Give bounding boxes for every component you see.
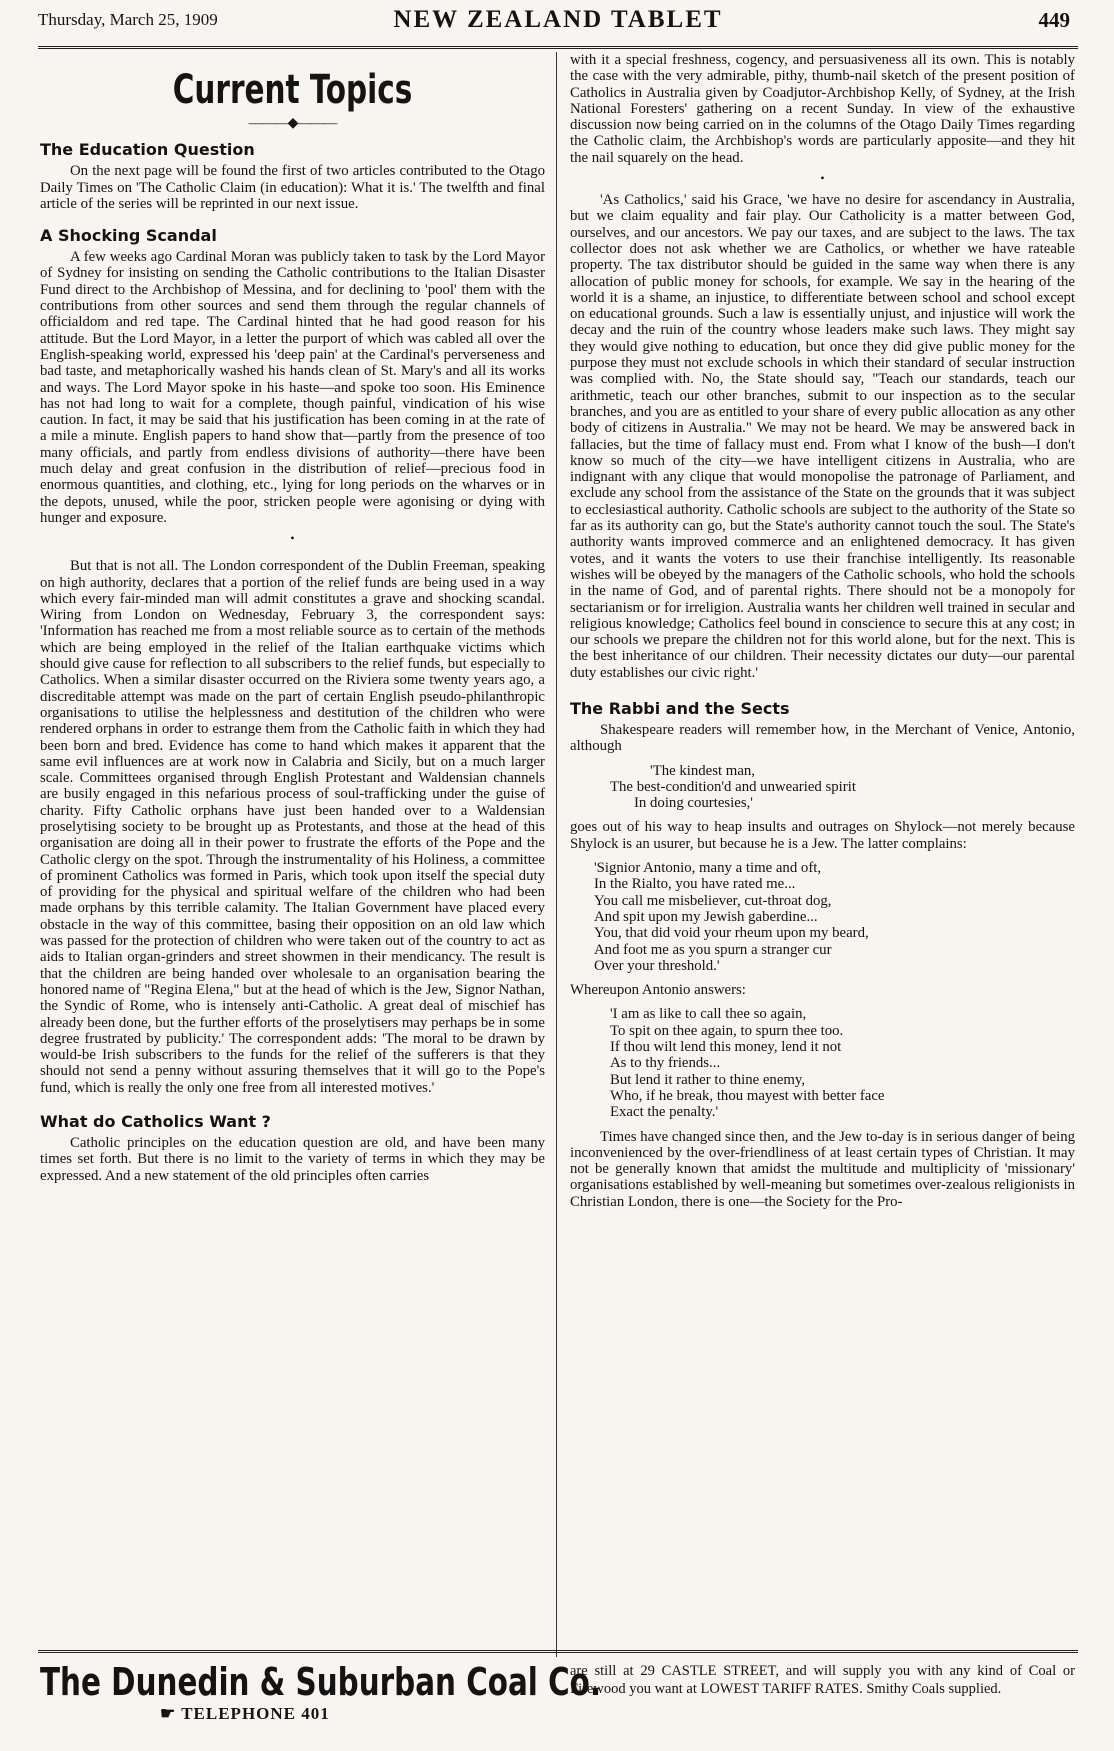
paragraph: with it a special freshness, cogency, and persuasiveness all its own. This is notably the case with the very admirable, pithy, thumb-nail sketch of the present position of Catholics in Australia given by Coadjutor-Archbishop Kelly, of Sydney, at the Irish National Foresters' gathering on a recent Sunday. In view of the exhaustive discussion now being carried on in the columns of the Otago Daily Times regarding the Catholic claim, the Archbishop's words are particularly apposite—and they hit the nail squarely on the head. [570,52,1075,166]
main-title: Current Topics [172,67,413,113]
paragraph: Shakespeare readers will remember how, in the Merchant of Venice, Antonio, although [570,721,1075,755]
verse-line: In doing courtesies,' [634,795,753,812]
telephone-number [160,1704,560,1724]
coal-company-ad [40,1660,602,1745]
page-header [38,6,1078,49]
verse-line: You, that did void your rheum upon my beard, [594,925,869,942]
verse-line: Exact the penalty.' [610,1104,719,1121]
verse-quote-3 [610,1006,1075,1120]
verse-line: In the Rialto, you have rated me... [594,876,796,893]
verse-quote-2 [594,860,1075,974]
verse-line: If thou wilt lend this money, lend it not [610,1039,842,1056]
verse-line: 'I am as like to call thee so again, [610,1006,807,1023]
verse-line: Over your threshold.' [594,957,720,974]
verse-line: And spit upon my Jewish gaberdine... [594,908,818,925]
paragraph: On the next page will be found the first of two articles contributed to the Otago Daily Times on 'The Catholic Claim (in education): What it is.' The twelfth and final article of the series will be reprinted in our next issue. [40,163,545,212]
issue-date: Thursday, March 25, 1909 [38,10,218,29]
verse-quote-1 [610,763,1075,812]
paragraph-ornament: • [820,171,825,186]
paragraph: goes out of his way to heap insults and outrages on Shylock—not merely because Shylock is an usurer, but because he is a Jew. The latter complains: [570,819,1075,852]
paragraph: 'As Catholics,' said his Grace, 'we have no desire for ascendancy in Australia, but we claim equality and fair play. Our Catholicity is a matter between God, ourselves, and our ancestors. We pay our taxes, and are subject to the laws. The tax collector does not ask whether we are Catholics, or whether we have rateable property. The tax distributor should be guided in the same way when there is any allocation of public money for schools, for example. We say in the hearing of the world it is a shame, an injustice, to differentiate between school and school except on educational grounds. Such a law is essentially unjust, and injustice will work the decay and the ruin of the country whose leaders make such laws. They might say they would give nothing to education, but once they did give public money for the purpose they must not exclude schools in which their standard of secular instruction was complied with. No, the State should say, "Teach our standards, teach our arithmetic, teach our other branches, submit to our inspection as to the secular branches, and you are as entitled to your share of every public allocation as any other body of citizens in Australia." We may not be heard. We may be answered back in fallacies, but the time of fallacy must end. From what I know of the bush—I don't know so much of the city—we have intelligent citizens in Australia, who are indignant with any clique that would monopolise the patronage of Parliament, and exclude any school from the assistance of the State on the grounds that it was subject to ecclesiastical authority. Catholic schools are subject to the authority of the State so far as its authority can go, but the State's authority cannot touch the soul. The State's authority wants improved commerce and an enlightened democracy. It has given votes, and it wants the voters to use their franchise intelligently. Its reasonable wishes will be obeyed by the managers of the Catholic schools, who hold the schools in the name of God, and of parental rights. There should not be a monopoly for sectarianism or for irreligion. Australia wants her children well trained in secular and religious knowledge; Catholics feel bound in conscience to secure this at any cost; in our schools we prepare the children not for this world alone, but for the next. This is the best inheritance of our children. Their necessity dictates our duty—our parental duty establishes our civic right.' [570,192,1075,681]
paper-title: NEW ZEALAND TABLET [393,6,723,33]
telephone-label: TELEPHONE 401 [181,1704,330,1723]
title-ornament: ———◆——— [248,116,337,131]
verse-line: You call me misbeliever, cut-throat dog, [594,892,832,909]
verse-line: 'Signior Antonio, many a time and oft, [594,860,822,877]
verse-line: But lend it rather to thine enemy, [610,1071,806,1088]
ad-text: are still at 29 CASTLE STREET, and will supply you with any kind of Coal or Firewood you want at LOWEST TARIFF RATES. Smithy Coals supplied. [570,1663,1075,1697]
paragraph-ornament: • [290,531,295,546]
verse-line: And foot me as you spurn a stranger cur [594,941,832,958]
paragraph: Times have changed since then, and the Jew to-day is in serious danger of being inconvenienced by the over-friendliness of at least certain types of Christian. It may not be generally known that amidst the multitude and multiplicity of 'missionary' organisations established by well-meaning but sometimes over-zealous religionists in Christian London, there is one—the Society for the Pro- [570,1128,1075,1210]
left-column [40,52,545,1642]
verse-line: To spit on thee again, to spurn thee too. [610,1022,844,1039]
pointing-hand-icon: ☛ [160,1704,177,1723]
paragraph: But that is not all. The London correspondent of the Dublin Freeman, speaking on high authority, declares that a portion of the relief funds are being used in a way which every fair-minded man will admit constitutes a grave and shocking scandal. Wiring from London on Wednesday, February 3, the correspondent says: 'Information has reached me from a most reliable source as to certain of the methods which are being employed in the relief of the Italian earthquake victims which should give cause for reflection to all subscribers to the relief funds, but especially to Catholics. When a similar disaster occurred on the Riviera some twenty years ago, a discreditable attempt was made on the part of certain English pseudo-philanthropic organisations to utilise the helplessness and destitution of the children who were rendered orphans in order to estrange them from the Catholic faith in which they had been born and bred. Evidence has come to hand which makes it apparent that the same evil influences are at work now in Calabria and Sicily, but on a much larger scale. Committees organised through English Protestant and Waldensian channels are busily engaged in this nefarious process of soul-trafficking under the guise of charity. Fifty Catholic orphans have just been handed over to a Waldensian proselytising society to be brought up as Protestants, and those at the head of this organisation are doing all in their power to frustrate the efforts of the Pope and the Catholic clergy on the spot. Through the instrumentality of his Holiness, a committee of prominent Catholics was formed in Paris, which took upon itself the special duty of providing for the physical and spiritual welfare of the children who had been made orphans by this terrible calamity. The Italian Government have placed every obstacle in the way of this committee, basing their opposition on an old law which was passed for the protection of children who were taken out of the country to act as aids to Italian organ-grinders and street showmen in their mendicancy. The result is that the children are being handed over wholesale to an organisation bearing the honored name of "Regina Elena," but at the head of which is the Jew, Signor Nathan, the Syndic of Rome, who is intensely anti-Catholic. A great deal of mischief has already been done, but the further efforts of the proselytisers may perhaps be in some degree frustrated by publicity.' The correspondent adds: 'The moral to be drawn by would-be Irish subscribers to the funds for the relief of the sufferers is that they should not send a penny without assuring themselves that it will go to the Pope's fund, which is really the only one free from all interested motives.' [40,558,545,1096]
company-name: The Dunedin & Suburban Coal Co. [40,1660,602,1704]
verse-line: As to thy friends... [610,1055,721,1072]
verse-line: Who, if he break, thou mayest with better face [610,1087,885,1104]
paragraph: Catholic principles on the education question are old, and have been many times set forth. But there is no limit to the variety of terms in which they may be expressed. And a new statement of the old principles often carries [40,1135,545,1184]
verse-line: 'The kindest man, [650,762,755,779]
page-number: 449 [1038,8,1070,32]
column-divider [556,52,557,1657]
right-column [570,52,1075,1642]
verse-line: The best-condition'd and unwearied spirit [610,778,856,795]
section-heading-scandal: A Shocking Scandal [40,226,217,246]
paragraph: A few weeks ago Cardinal Moran was publicly taken to task by the Lord Mayor of Sydney for insisting on sending the Catholic contributions to the Italian Disaster Fund direct to the Archbishop of Messina, and for declining to 'pool' them with the contributions from other sources and send them through the regular channels of officialdom and red tape. The Cardinal hinted that he had good reason for his attitude. But the Lord Mayor, in a letter the purport of which was cabled all over the English-speaking world, expressed his 'deep pain' at the Cardinal's perverseness and bad taste, and metaphorically washed his hands clean of St. Mary's and all its works and ways. The Lord Mayor spoke in his haste—and spoke too soon. His Eminence has not had long to wait for a complete, though painful, vindication of his wise caution. In fact, it may be said that his justification has been coming in at the rate of a mile a minute. English papers to hand show that—partly from the presence of too many officials, and partly from endless divisions of authority—there have been much delay and great confusion in the distribution of relief—precious food in enormous quantities, and clothing, etc., lying for long periods on the wharves or in the depots, unused, while the poor, stricken people were agonising or dying with hunger and exposure. [40,249,545,526]
section-heading-rabbi: The Rabbi and the Sects [570,698,790,718]
paragraph: Whereupon Antonio answers: [570,982,746,999]
section-heading-catholics-want: What do Catholics Want ? [40,1112,271,1132]
footer-rule [38,1650,1078,1656]
section-heading-education: The Education Question [40,140,255,160]
